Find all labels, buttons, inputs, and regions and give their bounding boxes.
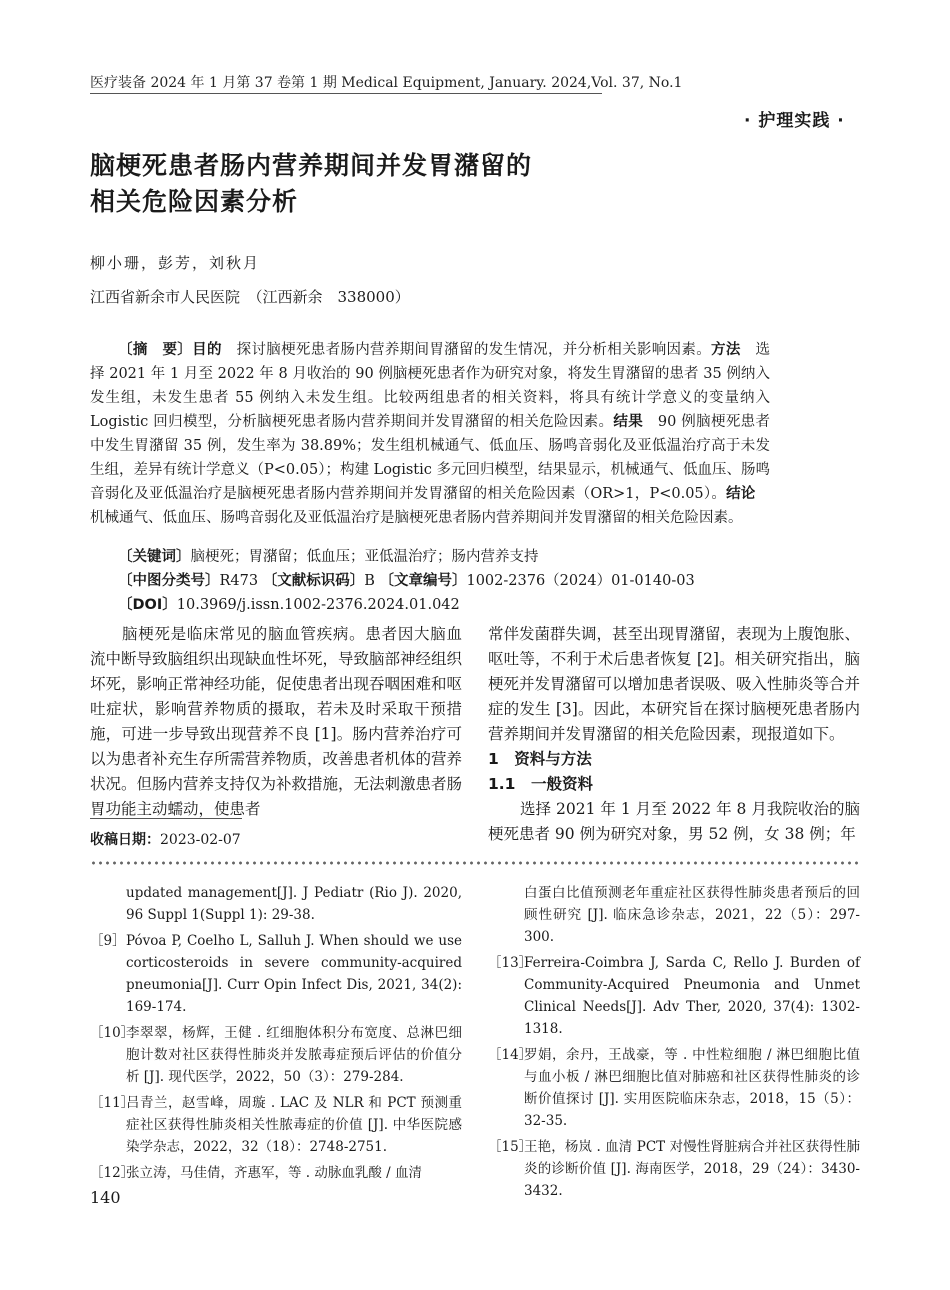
doi-line [118, 594, 460, 616]
footnote-rule [90, 818, 242, 819]
result-label: 结果 [613, 414, 644, 430]
article-no-value: 1002-2376（2024）01-0140-03 [466, 573, 695, 589]
section-heading-1-1: 1.1 一般资料 [488, 775, 593, 793]
keywords-label: 〔关键词〕 [118, 549, 191, 565]
doi-value: 10.3969/j.issn.1002-2376.2024.01.042 [176, 597, 460, 613]
classification-line [118, 570, 695, 592]
ornamental-divider [90, 859, 860, 867]
abstract [90, 338, 770, 530]
keywords-line [118, 546, 539, 568]
reference-item: ［15］ 王艳，杨岚 . 血清 PCT 对慢性肾脏病合并社区获得性肺炎的诊断价值 [J]. 海南医学，2018，29（24）：3430-3432. [488, 1139, 860, 1199]
reference-item: 白蛋白比值预测老年重症社区获得性肺炎患者预后的回顾性研究 [J]. 临床急诊杂志，2021，22（5）：297-300. [524, 885, 860, 945]
reference-item: ［14］ 罗娟，余丹，王战豪，等 . 中性粒细胞 / 淋巴细胞比值与血小板 / 淋巴细胞比值对肺癌和社区获得性肺炎的诊断价值探讨 [J]. 实用医院临床杂志，2018，15（5）：32-35. [488, 1047, 860, 1129]
doc-label: 〔文献标识码〕 [262, 573, 365, 589]
method-label: 方法 [711, 342, 741, 358]
section-heading-1: 1 资料与方法 [488, 750, 592, 768]
received-date-line [90, 829, 241, 849]
method-text: 选择 2021 年 1 月至 2022 年 8 月收治的 90 例脑梗死患者作为研究对象，将发生胃潴留的患者 35 例纳入发生组，未发生患者 55 例纳入未发生组。比较两组患者的相关资料，将具有统计学意义的变量纳入 Logistic 回归模型，分析脑梗死患者肠内营养期间并发胃潴留的相关危险因素。 [90, 342, 771, 430]
section-tag: · 护理实践 · [744, 111, 845, 131]
keywords: 脑梗死；胃潴留；低血压；亚低温治疗；肠内营养支持 [190, 549, 539, 565]
reference-item: ［9］ Póvoa P, Coelho L, Salluh J. When should we use corticosteroids in severe community-acquired pneumonia[J]. Curr Opin Infect Dis, 2021, 34(2): 169-174. [90, 933, 462, 1015]
running-head: 医疗装备 2024 年 1 月第 37 卷第 1 期 Medical Equipment, January. 2024,Vol. 37, No.1 [90, 75, 683, 91]
article-title [90, 148, 532, 220]
purpose-text: 探讨脑梗死患者肠内营养期间胃潴留的发生情况，并分析相关影响因素。 [221, 342, 712, 358]
received-date: 2023-02-07 [160, 832, 241, 848]
body-right-column [488, 622, 860, 847]
result-text: 90 例脑梗死患者中发生胃潴留 35 例，发生率为 38.89%；发生组机械通气、低血压、肠鸣音弱化及亚低温治疗高于未发生组，差异有统计学意义（P<0.05）；构建 Logistic 多元回归模型，结果显示，机械通气、低血压、肠鸣音弱化及亚低温治疗是脑梗死患者肠内营养期间并发胃潴留的相关危险因素（OR>1，P<0.05）。 [90, 414, 770, 502]
page-number: 140 [90, 1188, 121, 1207]
title-line-1: 脑梗死患者肠内营养期间并发胃潴留的 [90, 151, 533, 180]
general-data-paragraph: 选择 2021 年 1 月至 2022 年 8 月我院收治的脑梗死患者 90 例为研究对象，男 52 例，女 38 例；年 [488, 800, 860, 843]
article-no-label: 〔文章编号〕 [379, 573, 467, 589]
header-rule [90, 93, 602, 94]
clc-value: R473 [219, 573, 259, 589]
reference-item: ［10］ 李翠翠，杨辉，王健 . 红细胞体积分布宽度、总淋巴细胞计数对社区获得性肺炎并发脓毒症预后评估的价值分析 [J]. 现代医学，2022，50（3）：279-284. [90, 1025, 462, 1085]
intro-continued-paragraph: 常伴发菌群失调，甚至出现胃潴留，表现为上腹饱胀、呕吐等，不利于术后患者恢复 [2]。相关研究指出，脑梗死并发胃潴留可以增加患者误吸、吸入性肺炎等合并症的发生 [3]。因此，本研究旨在探讨脑梗死患者肠内营养期间并发胃潴留的相关危险因素，现报道如下。 [488, 625, 861, 743]
affiliation: 江西省新余市人民医院 （江西新余 338000） [90, 288, 410, 306]
doi-label: 〔DOI〕 [118, 597, 177, 613]
authors: 柳小珊，彭芳，刘秋月 [90, 254, 261, 272]
abstract-label: 〔摘 要〕 [118, 342, 193, 358]
reference-item: ［12］ 张立涛，马佳倩，齐惠军，等 . 动脉血乳酸 / 血清 [90, 1165, 423, 1181]
references-right-column [488, 882, 860, 1206]
title-line-2: 相关危险因素分析 [90, 187, 299, 216]
conclusion-text: 机械通气、低血压、肠鸣音弱化及亚低温治疗是脑梗死患者肠内营养期间并发胃潴留的相关危险因素。 [90, 486, 770, 526]
doc-value: B [364, 573, 375, 589]
intro-paragraph: 脑梗死是临床常见的脑血管疾病。患者因大脑血流中断导致脑组织出现缺血性坏死，导致脑部神经组织坏死，影响正常神经功能，促使患者出现吞咽困难和呕吐症状，影响营养物质的摄取，若未及时采取干预措施，可进一步导致出现营养不良 [1]。肠内营养治疗可以为患者补充生存所需营养物质，改善患者机体的营养状况。但肠内营养支持仅为补救措施，无法刺激患者肠胃功能主动蠕动，使患者 [90, 625, 463, 818]
clc-label: 〔中图分类号〕 [118, 573, 220, 589]
reference-item: ［11］ 吕青兰，赵雪峰，周璇 . LAC 及 NLR 和 PCT 预测重症社区获得性肺炎相关性脓毒症的价值 [J]. 中华医院感染学杂志，2022，32（18）：2748-2751. [90, 1095, 462, 1155]
reference-item: ［13］ Ferreira-Coimbra J, Sarda C, Rello J. Burden of Community-Acquired Pneumonia and Unmet Clinical Needs[J]. Adv Ther, 2020, 37(4): 1302-1318. [488, 955, 860, 1037]
references-left-column [90, 882, 462, 1188]
received-label: 收稿日期： [90, 832, 160, 848]
body-left-column [90, 622, 462, 822]
reference-item: updated management[J]. J Pediatr (Rio J). 2020, 96 Suppl 1(Suppl 1): 29-38. [126, 885, 462, 923]
conclusion-label: 结论 [726, 486, 756, 502]
purpose-label: 目的 [192, 342, 222, 358]
